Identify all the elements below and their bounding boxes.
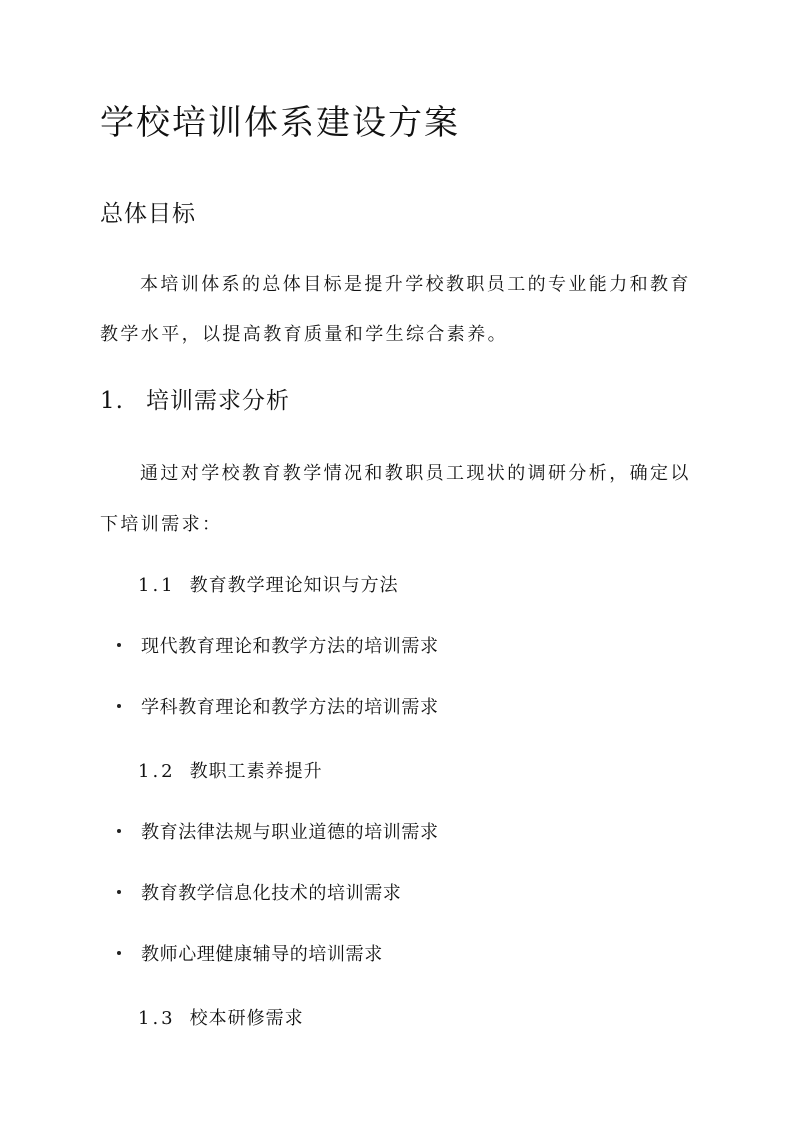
list-item-text: 教师心理健康辅导的培训需求 — [141, 944, 383, 965]
list-item — [117, 632, 439, 658]
bullet-icon — [117, 643, 121, 647]
list-item — [117, 693, 439, 719]
section-number: 1. — [100, 388, 124, 414]
bullet-icon — [117, 704, 121, 708]
bullet-icon — [117, 951, 121, 955]
list-item-text: 现代教育理论和教学方法的培训需求 — [141, 636, 439, 657]
subsection-heading — [138, 1004, 304, 1030]
training-needs-paragraph-line-1: 通过对学校教育教学情况和教职员工现状的调研分析，确定以 — [140, 463, 691, 484]
list-item-text: 教育教学信息化技术的培训需求 — [141, 883, 402, 904]
list-item — [117, 940, 383, 966]
training-needs-paragraph-line-2: 下培训需求： — [100, 514, 223, 535]
subsection-title: 教职工素养提升 — [189, 761, 323, 782]
overall-goal-paragraph-line-1: 本培训体系的总体目标是提升学校教职员工的专业能力和教育 — [140, 274, 691, 295]
section-heading-text: 培训需求分析 — [145, 388, 290, 414]
list-item-text: 教育法律法规与职业道德的培训需求 — [141, 822, 439, 843]
section-heading-training-needs — [100, 382, 290, 415]
bullet-icon — [117, 829, 121, 833]
document-title: 学校培训体系建设方案 — [100, 103, 460, 143]
subsection-title: 校本研修需求 — [189, 1008, 304, 1029]
subsection-heading — [138, 571, 399, 597]
overall-goal-paragraph-line-2: 教学水平，以提高教育质量和学生综合素养。 — [100, 324, 508, 345]
section-heading-overall-goal: 总体目标 — [100, 201, 196, 227]
list-item-text: 学科教育理论和教学方法的培训需求 — [141, 697, 439, 718]
list-item — [117, 818, 439, 844]
subsection-number: 1.3 — [138, 1008, 176, 1029]
bullet-icon — [117, 890, 121, 894]
subsection-title: 教育教学理论知识与方法 — [189, 575, 399, 596]
subsection-heading — [138, 757, 323, 783]
list-item — [117, 879, 401, 905]
subsection-number: 1.2 — [138, 761, 176, 782]
subsection-number: 1.1 — [138, 575, 176, 596]
